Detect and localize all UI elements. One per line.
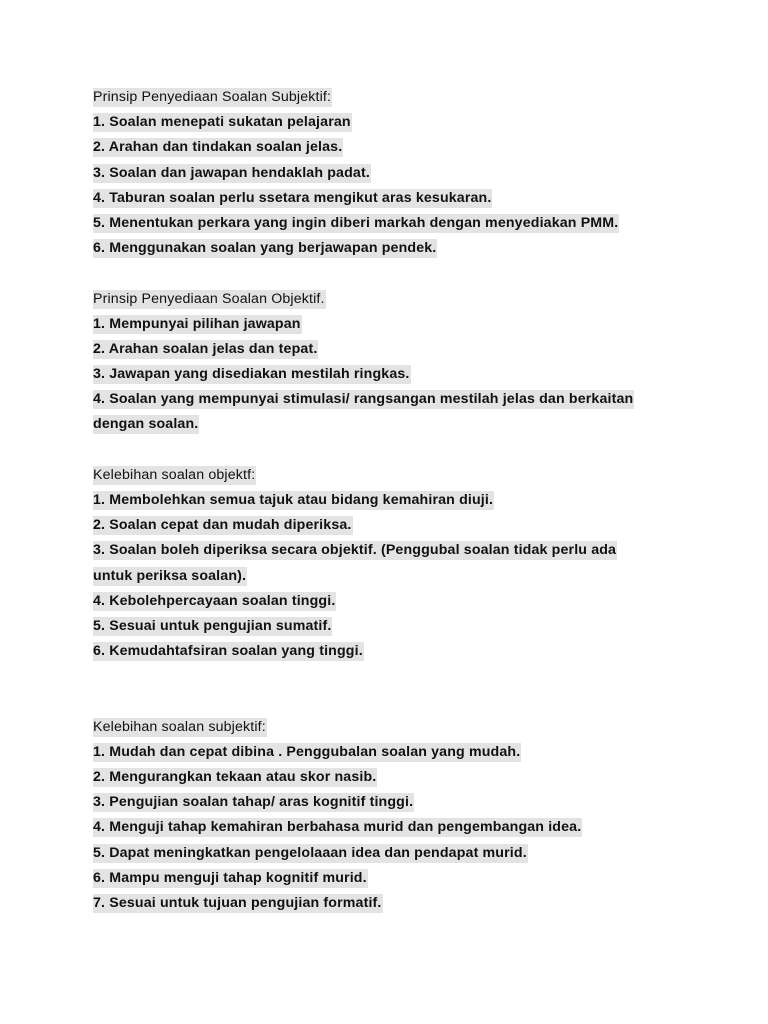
list-item: 3. Pengujian soalan tahap/ aras kognitif tinggi. xyxy=(93,794,414,811)
section-kelebihan-subjektif xyxy=(93,715,693,917)
section-prinsip-subjektif xyxy=(93,85,693,261)
list-item: 2. Arahan dan tindakan soalan jelas. xyxy=(93,139,343,156)
section-heading: Prinsip Penyediaan Soalan Subjektif: xyxy=(93,89,332,105)
list-item: 7. Sesuai untuk tujuan pengujian formatif. xyxy=(93,895,382,912)
list-item: 3. Soalan dan jawapan hendaklah padat. xyxy=(93,164,370,181)
list-item: 6. Mampu menguji tahap kognitif murid. xyxy=(93,869,367,886)
list-item: 5. Sesuai untuk pengujian sumatif. xyxy=(93,617,332,634)
section-heading: Kelebihan soalan subjektif: xyxy=(93,718,266,735)
list-item: 1. Mempunyai pilihan jawapan xyxy=(93,315,301,332)
document-content xyxy=(93,85,693,916)
spacer xyxy=(93,664,693,714)
list-item: 4. Kebolehpercayaan soalan tinggi. xyxy=(93,592,336,609)
list-item: 4. Menguji tahap kemahiran berbahasa murid dan pengembangan idea. xyxy=(93,819,582,836)
list-item: 3. Soalan boleh diperiksa secara objektif. (Penggubal soalan tidak perlu ada xyxy=(93,542,617,559)
list-item-continuation: untuk periksa soalan). xyxy=(93,567,247,584)
list-item: 2. Mengurangkan tekaan atau skor nasib. xyxy=(93,769,377,786)
list-item: 2. Arahan soalan jelas dan tepat. xyxy=(93,340,318,357)
list-item: 4. Soalan yang mempunyai stimulasi/ rangsangan mestilah jelas dan berkaitan xyxy=(93,391,634,408)
list-item-continuation: dengan soalan. xyxy=(93,416,199,433)
spacer xyxy=(93,438,693,463)
list-item: 1. Soalan menepati sukatan pelajaran xyxy=(93,114,351,131)
list-item: 1. Mudah dan cepat dibina . Penggubalan soalan yang mudah. xyxy=(93,743,521,760)
list-item: 5. Menentukan perkara yang ingin diberi markah dengan menyediakan PMM. xyxy=(93,214,619,231)
section-prinsip-objektif xyxy=(93,287,693,438)
spacer xyxy=(93,261,693,286)
list-item: 4. Taburan soalan perlu ssetara mengikut aras kesukaran. xyxy=(93,189,492,206)
list-item: 3. Jawapan yang disediakan mestilah ringkas. xyxy=(93,366,410,383)
list-item: 1. Membolehkan semua tajuk atau bidang kemahiran diuji. xyxy=(93,492,494,508)
list-item: 6. Menggunakan soalan yang berjawapan pendek. xyxy=(93,240,437,257)
list-item: 6. Kemudahtafsiran soalan yang tinggi. xyxy=(93,643,363,660)
section-heading: Prinsip Penyediaan Soalan Objektif. xyxy=(93,290,325,307)
list-item: 5. Dapat meningkatkan pengelolaaan idea dan pendapat murid. xyxy=(93,844,527,861)
section-kelebihan-objektif xyxy=(93,463,693,665)
section-heading: Kelebihan soalan objektf: xyxy=(93,466,256,483)
list-item: 2. Soalan cepat dan mudah diperiksa. xyxy=(93,517,352,534)
